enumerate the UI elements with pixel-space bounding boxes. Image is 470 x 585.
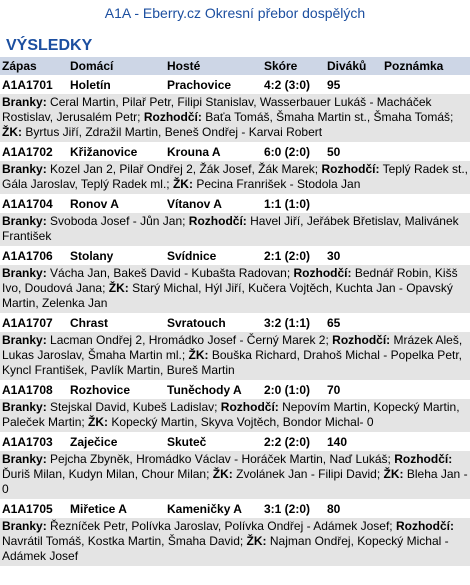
match-home: Chrast	[70, 316, 109, 330]
cards-text: Najman Ondřej, Kopecký Michal - Adámek Josef	[2, 534, 449, 563]
referees-text: Baťa Tomáš, Šmaha Martin st., Šmaha Tomáš;	[205, 110, 454, 124]
section-title: VÝSLEDKY	[6, 37, 93, 54]
goals-label: Branky:	[2, 333, 47, 347]
cards-label: ŽK:	[383, 467, 404, 481]
match-details	[0, 265, 470, 313]
match-away: Vítanov A	[167, 197, 222, 211]
match-row	[0, 313, 470, 332]
cards-label: ŽK:	[246, 534, 267, 548]
match-spectators: 95	[327, 78, 341, 92]
referees-text: Mrázek Aleš, Lukas Jaroslav, Šmaha Martin ml.;	[2, 333, 463, 362]
match-home: Miřetice A	[70, 502, 127, 516]
referees-text: Teplý Radek st., Gála Jaroslav, Teplý Radek ml.;	[2, 162, 468, 191]
referees-label: Rozhodčí:	[332, 333, 391, 347]
match-score: 3:2 (1:1)	[264, 316, 311, 330]
cards-label: ŽK:	[88, 415, 109, 429]
match-row	[0, 499, 470, 518]
match-score: 2:1 (2:0)	[264, 249, 311, 263]
goals-label: Branky:	[2, 266, 47, 280]
match-details	[0, 161, 470, 194]
match-away: Krouna A	[167, 145, 221, 159]
goals-text: Řezníček Petr, Polívka Jaroslav, Polívka Ondřej - Adámek Josef;	[50, 519, 393, 533]
match-away: Tuněchody A	[167, 383, 242, 397]
referees-label: Rozhodčí:	[395, 519, 454, 533]
referees-label: Rozhodčí:	[321, 162, 380, 176]
match-details	[0, 332, 470, 380]
match-away: Kameničky A	[167, 502, 242, 516]
match-spectators: 70	[327, 383, 341, 397]
match-spectators: 30	[327, 249, 341, 263]
cards-label: ŽK:	[108, 281, 129, 295]
match-row	[0, 380, 470, 399]
referees-text: Nepovím Martin, Kopecký Martin, Paleček Martin;	[2, 400, 460, 429]
match-id: A1A1703	[2, 435, 53, 449]
referees-label: Rozhodčí:	[394, 452, 453, 466]
match-score: 2:0 (1:0)	[264, 383, 311, 397]
match-home: Ronov A	[70, 197, 119, 211]
referees-label: Rozhodčí:	[293, 266, 352, 280]
goals-text: Svoboda Josef - Jůn Jan;	[50, 214, 186, 228]
match-away: Prachovice	[167, 78, 232, 92]
goals-text: Pejcha Zbyněk, Hromádko Václav - Horáček Martin, Naď Lukáš;	[50, 452, 391, 466]
referees-text: Havel Jiří, Jeřábek Břetislav, Malivánek František	[2, 214, 459, 243]
referees-label: Rozhodčí:	[220, 400, 279, 414]
goals-label: Branky:	[2, 519, 47, 533]
goals-label: Branky:	[2, 452, 47, 466]
cards-label: ŽK:	[188, 348, 209, 362]
goals-text: Stejskal David, Kubeš Ladislav;	[50, 400, 218, 414]
referees-text: Bednář Robin, Kišš Ivo, Doudová Jana;	[2, 266, 458, 295]
match-spectators: 140	[327, 435, 348, 449]
match-id: A1A1706	[2, 249, 53, 263]
match-home: Křižanovice	[70, 145, 138, 159]
match-details	[0, 451, 470, 499]
match-details	[0, 213, 470, 246]
column-header-domaci: Domácí	[70, 59, 114, 73]
match-row	[0, 194, 470, 213]
match-spectators: 50	[327, 145, 341, 159]
referees-text: Navrátil Tomáš, Kostka Martin, Šmaha David;	[2, 534, 244, 548]
goals-text: Lacman Ondřej 2, Hromádko Josef - Černý Marek 2;	[50, 333, 329, 347]
match-details	[0, 94, 470, 142]
match-score: 4:2 (3:0)	[264, 78, 311, 92]
match-row	[0, 246, 470, 265]
goals-text: Vácha Jan, Bakeš David - Kubašta Radovan;	[50, 266, 291, 280]
match-score: 6:0 (2:0)	[264, 145, 311, 159]
cards-text: Kopecký Martin, Skyva Vojtěch, Bondor Michal- 0	[111, 415, 374, 429]
match-score: 2:2 (2:0)	[264, 435, 311, 449]
cards-text: Byrtus Jiří, Zdražil Martin, Beneš Ondřej - Karvai Robert	[25, 125, 323, 139]
cards-text: Bleha Jan - 0	[2, 467, 468, 496]
column-header-hoste: Hosté	[167, 59, 201, 73]
cards-text: Starý Michal, Hýl Jiří, Kučera Vojtěch, Kuchta Jan - Opavský Martin, Zelenka Jan	[2, 281, 453, 310]
goals-text: Kozel Jan 2, Pilař Ondřej 2, Žák Josef, Žák Marek;	[50, 162, 319, 176]
cards-text: Pecina Franrišek - Stodola Jan	[196, 177, 361, 191]
column-header-zapas: Zápas	[2, 59, 37, 73]
referees-text: Ďuriš Milan, Kudyn Milan, Chour Milan;	[2, 467, 210, 481]
match-home: Stolany	[70, 249, 114, 263]
cards-text: Zvolánek Jan - Filipi David;	[236, 467, 381, 481]
referees-label: Rozhodčí:	[188, 214, 247, 228]
match-row	[0, 432, 470, 451]
match-score: 1:1 (1:0)	[264, 197, 311, 211]
match-row	[0, 75, 470, 94]
match-id: A1A1704	[2, 197, 53, 211]
goals-label: Branky:	[2, 95, 47, 109]
match-home: Rozhovice	[70, 383, 131, 397]
cards-label: ŽK:	[2, 125, 22, 139]
cards-label: ŽK:	[172, 177, 193, 191]
page-title: A1A - Eberry.cz Okresní přebor dospělých	[104, 5, 366, 21]
match-spectators: 65	[327, 316, 341, 330]
column-header-divaku: Diváků	[327, 59, 367, 73]
match-id: A1A1708	[2, 383, 53, 397]
match-id: A1A1702	[2, 145, 53, 159]
match-spectators: 80	[327, 502, 341, 516]
column-header-poznamka: Poznámka	[384, 59, 444, 73]
goals-label: Branky:	[2, 214, 47, 228]
match-away: Skuteč	[167, 435, 207, 449]
goals-label: Branky:	[2, 162, 47, 176]
match-details	[0, 518, 470, 566]
match-away: Svratouch	[167, 316, 226, 330]
match-score: 3:1 (2:0)	[264, 502, 311, 516]
match-home: Zaječice	[70, 435, 118, 449]
column-header-skore: Skóre	[264, 59, 298, 73]
referees-label: Rozhodčí:	[143, 110, 202, 124]
table-header	[0, 57, 470, 75]
match-away: Svídnice	[167, 249, 217, 263]
match-home: Holetín	[70, 78, 111, 92]
cards-text: Bouška Richard, Drahoš Michal - Popelka Petr, Kyncl František, Pavlík Martin, Bureš Martin	[2, 348, 462, 377]
goals-text: Ceral Martin, Pilař Petr, Filipi Stanislav, Wasserbauer Lukáš - Macháček Rostislav, Jerusalém Petr;	[2, 95, 432, 124]
match-details	[0, 399, 470, 432]
goals-label: Branky:	[2, 400, 47, 414]
match-row	[0, 142, 470, 161]
cards-label: ŽK:	[212, 467, 233, 481]
match-id: A1A1707	[2, 316, 53, 330]
match-id: A1A1705	[2, 502, 53, 516]
match-id: A1A1701	[2, 78, 53, 92]
